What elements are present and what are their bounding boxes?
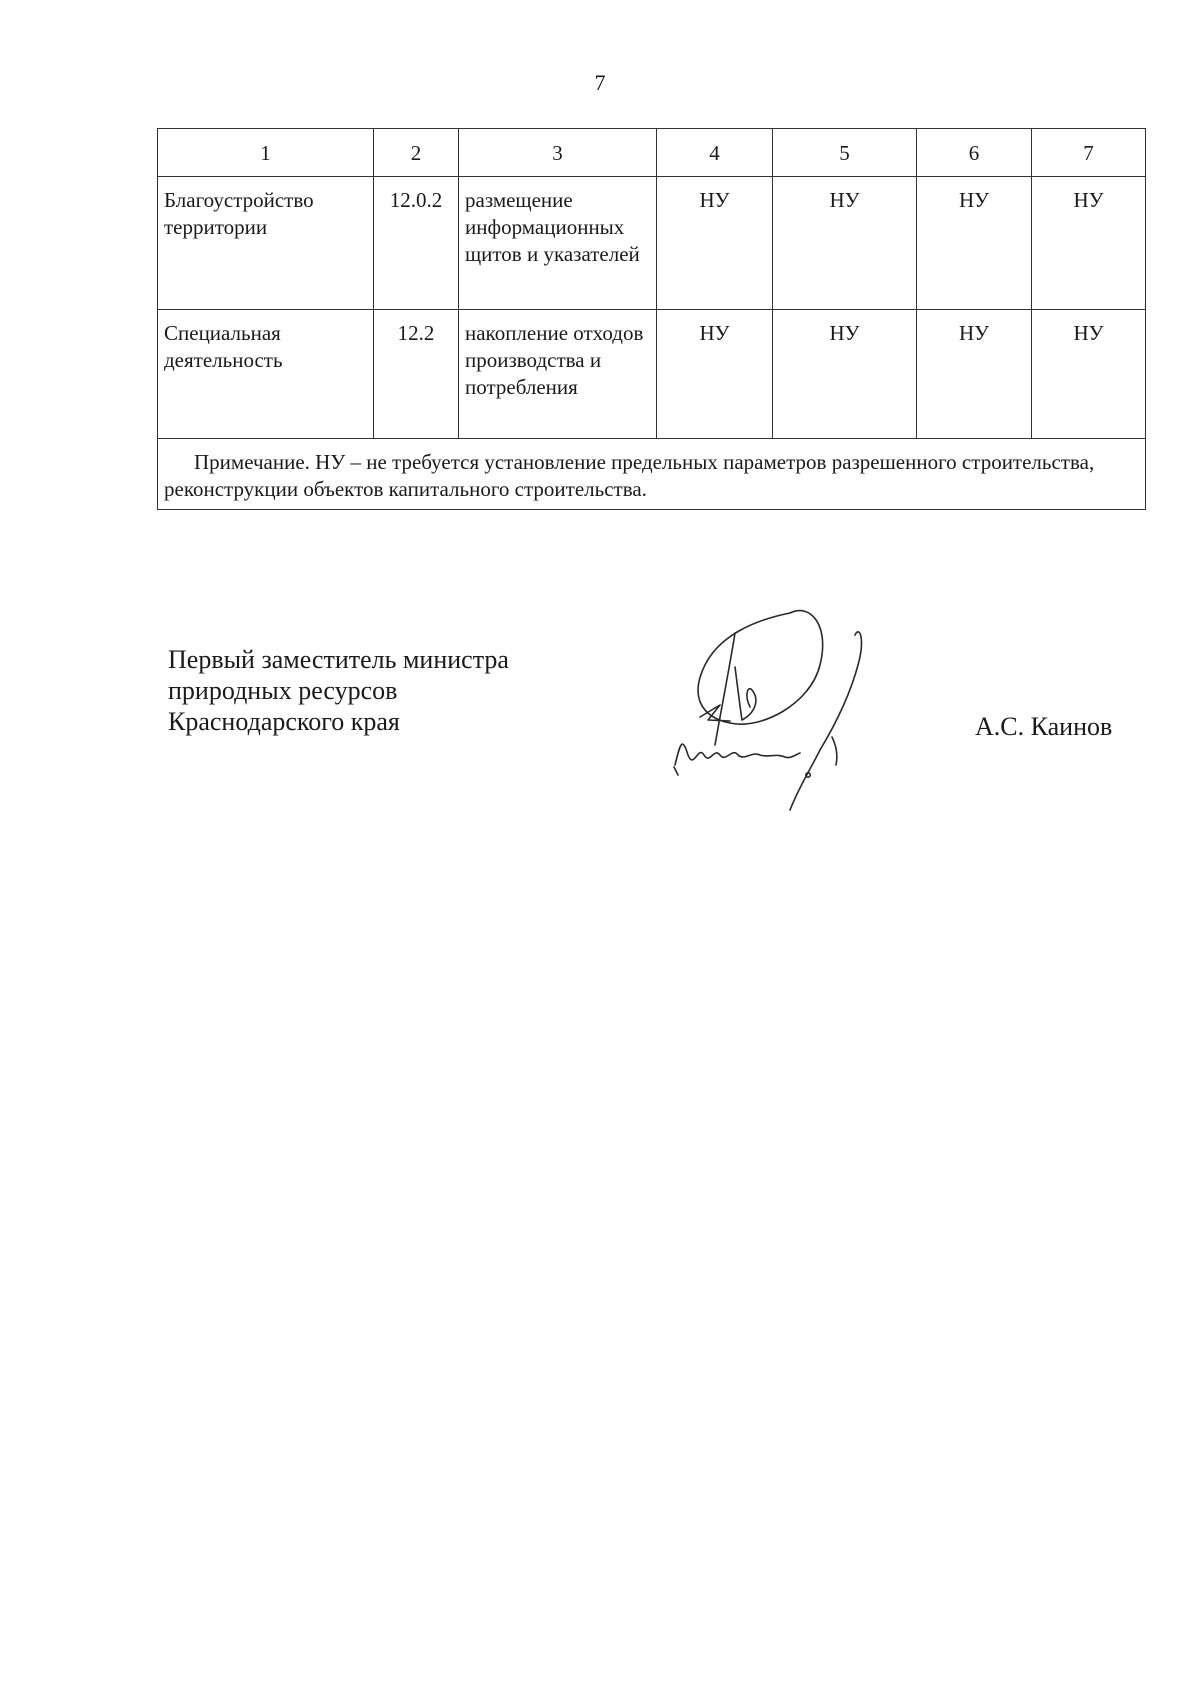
param-cell: НУ (917, 177, 1032, 310)
use-type-cell: Благоустройство территории (158, 177, 374, 310)
header-cell: 6 (917, 129, 1032, 177)
table-row (158, 177, 1146, 310)
table-header-row (158, 129, 1146, 177)
param-cell: НУ (657, 177, 773, 310)
param-cell: НУ (917, 310, 1032, 439)
param-cell: НУ (773, 177, 917, 310)
param-cell: НУ (657, 310, 773, 439)
table-row (158, 310, 1146, 439)
signer-position-line: Краснодарского края (168, 707, 400, 736)
handwritten-signature-icon (660, 595, 890, 835)
signer-position-line: природных ресурсов (168, 676, 398, 705)
page-number: 7 (594, 70, 606, 95)
signer-name: А.С. Каинов (975, 712, 1113, 741)
signer-position-line: Первый заместитель министра (168, 645, 509, 674)
header-cell: 4 (657, 129, 773, 177)
param-cell: НУ (1032, 177, 1146, 310)
header-cell: 1 (158, 129, 374, 177)
parameters-table (157, 128, 1146, 510)
header-cell: 7 (1032, 129, 1146, 177)
header-cell: 3 (459, 129, 657, 177)
param-cell: НУ (1032, 310, 1146, 439)
header-cell: 5 (773, 129, 917, 177)
code-cell: 12.0.2 (374, 177, 459, 310)
description-cell: накопление отходов производства и потребления (459, 310, 657, 439)
param-cell: НУ (773, 310, 917, 439)
header-cell: 2 (374, 129, 459, 177)
use-type-cell: Специальная деятельность (158, 310, 374, 439)
table-note: Примечание. НУ – не требуется установление предельных параметров разрешенного строительства, реконструкции объектов капитального строительства. (158, 439, 1146, 510)
table-note-row (158, 439, 1146, 510)
description-cell: размещение информационных щитов и указателей (459, 177, 657, 310)
code-cell: 12.2 (374, 310, 459, 439)
signer-position (168, 644, 509, 737)
